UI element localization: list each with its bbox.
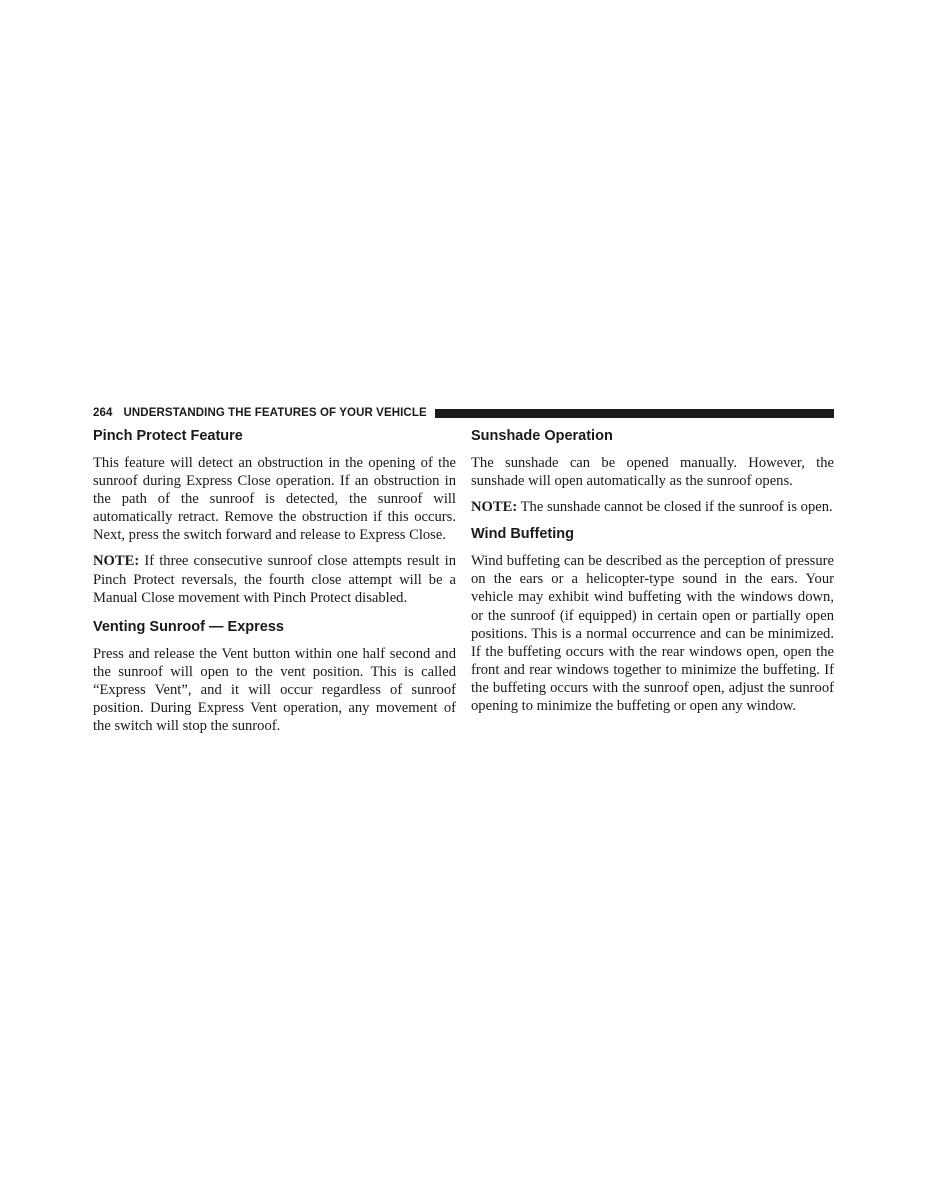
wind-buffeting-body: Wind buffeting can be described as the perception of pressure on the ears or a helicopter-type sound in the ears. Your vehicle may exhibit wind buffeting with the windows down, or the sunroof (if equipped) in certain open or partially open positions. This is a normal occurrence and can be minimized. If the buffeting occurs with the rear windows open, open the front and rear windows together to minimize the buffeting. If the buffeting occurs with the sunroof open, adjust the sunroof opening to minimize the buffeting or open any window.: [471, 553, 834, 715]
note-text: The sunshade cannot be closed if the sunroof is open.: [517, 499, 833, 516]
wind-buffeting-heading: Wind Buffeting: [471, 526, 574, 543]
sunshade-body: The sunshade can be opened manually. However, the sunshade will open automatically as the sunroof opens.: [471, 455, 834, 490]
note-label: NOTE:: [93, 553, 140, 570]
page-header: [93, 404, 834, 422]
right-column: [471, 426, 834, 723]
venting-sunroof-heading: Venting Sunroof — Express: [93, 618, 284, 635]
pinch-protect-section: [93, 426, 456, 607]
note-text: If three consecutive sunroof close attempts result in Pinch Protect reversals, the fourth close attempt will be a Manual Close movement with Pinch Protect disabled.: [93, 553, 456, 606]
section-title: UNDERSTANDING THE FEATURES OF YOUR VEHICLE: [123, 407, 427, 419]
header-rule: [435, 409, 834, 418]
page-number: 264: [93, 407, 113, 419]
sunshade-heading: Sunshade Operation: [471, 428, 613, 444]
sunshade-note: [471, 498, 834, 516]
pinch-protect-note: [93, 552, 456, 606]
wind-buffeting-section: [471, 524, 834, 715]
venting-sunroof-body: Press and release the Vent button within one half second and the sunroof will open to the vent position. This is called “Express Vent”, and it will occur regardless of sunroof position. During Express Vent operation, any movement of the switch will stop the sunroof.: [93, 645, 456, 735]
pinch-protect-body: This feature will detect an obstruction in the opening of the sunroof during Express Close operation. If an obstruction in the path of the sunroof is detected, the sunroof will automatically retract. Remove the obstruction if this occurs. Next, press the switch forward and release to Express Close.: [93, 455, 456, 544]
venting-sunroof-section: [93, 617, 456, 735]
left-column: [93, 426, 456, 743]
note-label: NOTE:: [471, 499, 518, 516]
pinch-protect-heading: Pinch Protect Feature: [93, 428, 243, 444]
sunshade-section: [471, 426, 834, 516]
